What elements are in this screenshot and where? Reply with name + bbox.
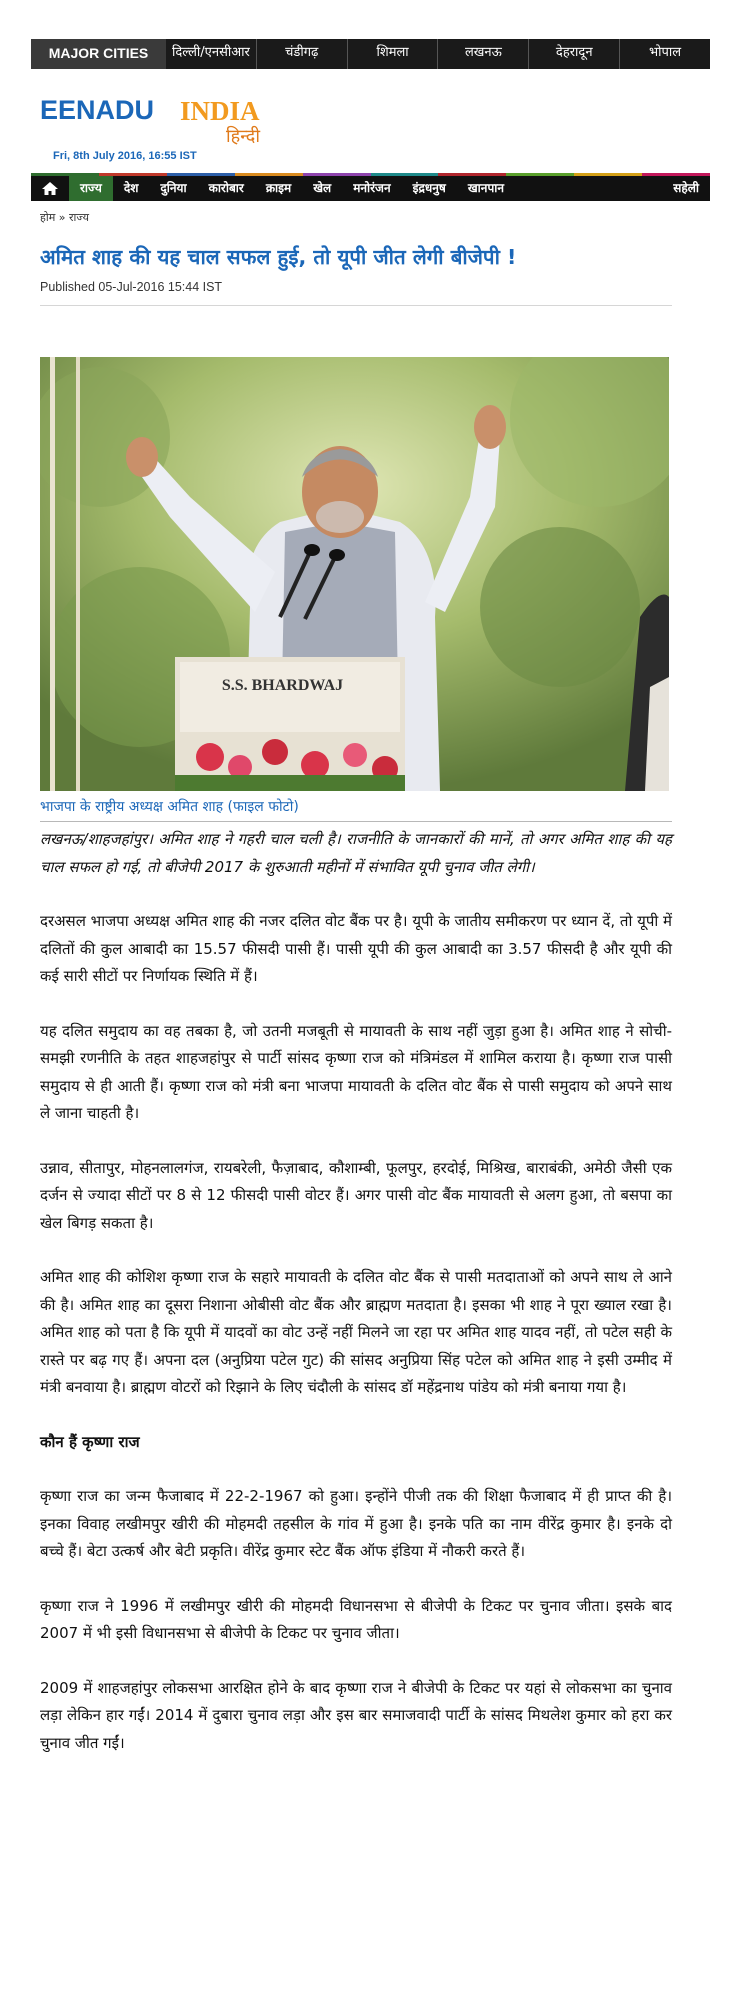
logo-hindi-text: हिन्दी [226,126,261,147]
caption-divider [40,821,672,822]
article-paragraph: कृष्णा राज ने 1996 में लखीमपुर खीरी की मोहमदी विधानसभा से बीजेपी के टिकट पर चुनाव जीता। इसके बाद 2007 में भी इसी विधानसभा से बीजेपी के टिकट पर चुनाव जीता। [40,1596,672,1642]
nav-item-desh[interactable]: देश [123,181,139,195]
city-links [166,39,710,69]
article-body [40,826,672,1784]
nav-item-indradhanush[interactable]: इंद्रधनुष [412,181,446,195]
article-paragraph: कृष्णा राज का जन्म फैजाबाद में 22-2-1967 को हुआ। इन्होंने पीजी तक की शिक्षा फैजाबाद में ही प्राप्त की है। इनका विवाह लखीमपुर खीरी की मोहमदी तहसील के गांव में हुआ है। इनके पति का नाम वीरेंद्र कुमार है। इनके दो बच्चे हैं। बेटा उत्कर्ष और बेटी प्रकृति। वीरेंद्र कुमार स्टेट बैंक ऑफ इंडिया में नौकरी करते हैं। [40,1487,672,1560]
city-link-dehradun[interactable]: देहरादून [528,39,619,69]
article-paragraph: यह दलित समुदाय का वह तबका है, जो उतनी मजबूती से मायावती के साथ नहीं जुड़ा हुआ है। अमित शाह ने सोची-समझी रणनीति के तहत शाहजहांपुर से पार्टी सांसद कृष्णा राज को मंत्रिमंडल में शामिल कराया है। कृष्णा राज पासी समुदाय से ही आती हैं। कृष्णा राज को मंत्री बना भाजपा मायावती के दलित वोट बैंक से पासी समुदाय को अपने साथ ले जाना चाहती है। [40,1021,672,1122]
breadcrumb [40,210,89,225]
article-photo-illustration [40,357,669,791]
nav-item-saheli[interactable]: सहेली [673,181,699,195]
article-subheading: कौन हैं कृष्णा राज [40,1432,140,1451]
logo-india-text: INDIA [180,96,260,126]
city-link-bhopal[interactable]: भोपाल [619,39,710,69]
article-paragraph: अमित शाह की कोशिश कृष्णा राज के सहारे मायावती के दलित वोट बैंक से पासी मतदाताओं को अपने साथ ले आने की है। अमित शाह का दूसरा निशाना ओबीसी वोट बैंक और ब्राह्मण मतदाता है। इसका भी शाह ने पूरा ख्याल रखा है। अमित शाह को पता है कि यूपी में यादवों का वोट उन्हें नहीं मिलने जा रहा पर अमित शाह यादव नहीं, तो पटेल सही के रास्ते पर बढ़ गए हैं। अपना दल (अनुप्रिया पटेल गुट) की सांसद अनुप्रिया सिंह पटेल को अमित शाह ने इसी उम्मीद में मंत्री बनवाया है। ब्राह्मण वोटरों को रिझाने के लिए चंदौली के सांसद डॉ महेंद्रनाथ पांडेय को मंत्री बनाया गया है। [40,1268,672,1396]
nav-item-crime[interactable]: क्राइम [265,181,292,195]
article-paragraph: 2009 में शाहजहांपुर लोकसभा आरक्षित होने के बाद कृष्णा राज ने बीजेपी के टिकट पर यहां से लोकसभा का चुनाव लड़ा लेकिन हार गईं। 2014 में दुबारा चुनाव लड़ा और इस बार समाजवादी पार्टी के सांसद मिथलेश कुमार को हरा कर चुनाव जीत गईं। [40,1678,672,1752]
city-link-delhi[interactable]: दिल्ली/एनसीआर [171,45,250,60]
main-nav [31,173,710,201]
major-cities-bar [31,39,710,69]
article-paragraph: उन्नाव, सीतापुर, मोहनलालगंज, रायबरेली, फैज़ाबाद, कौशाम्बी, फूलपुर, हरदोई, मिश्रिख, बाराबंकी, अमेठी जैसी एक दर्जन से ज्यादा सीटों पर 8 से 12 फीसदी पासी वोटर हैं। अगर पासी वोट बैंक मायावती से अलग हुआ, तो बसपा का खेल बिगड़ सकता है। [40,1158,672,1232]
city-link-shimla[interactable]: शिमला [347,39,438,69]
article-lead-paragraph: लखनऊ/शाहजहांपुर। अमित शाह ने गहरी चाल चली है। राजनीति के जानकारों की मानें, तो अगर अमित शाह की यह चाल सफल हो गई, तो बीजेपी 2017 के शुरुआती महीनों में संभावित यूपी चुनाव जीत लेगी। [40,830,672,876]
nav-item-khanpan[interactable]: खानपान [467,181,505,195]
site-logo[interactable] [40,89,280,151]
photo-caption: भाजपा के राष्ट्रीय अध्यक्ष अमित शाह (फाइल फोटो) [40,799,299,815]
breadcrumb-separator: » [58,211,66,224]
published-date: Published 05-Jul-2016 15:44 IST [40,280,223,294]
major-cities-label: MAJOR CITIES [31,39,166,69]
nav-item-manoranjan[interactable]: मनोरंजन [353,181,391,195]
breadcrumb-section-link[interactable]: राज्य [69,211,90,224]
nav-item-khel[interactable]: खेल [313,181,332,195]
home-icon [41,181,59,196]
article-title: अमित शाह की यह चाल सफल हुई, तो यूपी जीत लेगी बीजेपी ! [40,245,517,269]
podium-label: S.S. BHARDWAJ [221,677,344,694]
city-link-chandigarh[interactable]: चंडीगढ़ [256,39,347,69]
date-line: Fri, 8th July 2016, 16:55 IST [53,150,197,162]
article-paragraph: दरअसल भाजपा अध्यक्ष अमित शाह की नजर दलित वोट बैंक पर है। यूपी के जातीय समीकरण पर ध्यान दें, तो यूपी में दलितों की कुल आबादी का 15.57 फीसदी पासी हैं। पासी यूपी की कुल आबादी का 3.57 फीसदी है और यूपी की कई सारी सीटों पर निर्णायक स्थिति में हैं। [40,912,672,985]
nav-home-button[interactable] [31,176,69,201]
city-link-lucknow[interactable]: लखनऊ [437,39,528,69]
article-photo [40,357,669,791]
breadcrumb-home-link[interactable]: होम [40,211,56,224]
nav-item-karobar[interactable]: कारोबार [208,181,244,195]
nav-item-rajya[interactable]: राज्य [69,176,113,201]
logo-eenadu-text: EENADU [40,95,155,125]
nav-item-duniya[interactable]: दुनिया [160,181,187,195]
title-divider [40,305,672,306]
